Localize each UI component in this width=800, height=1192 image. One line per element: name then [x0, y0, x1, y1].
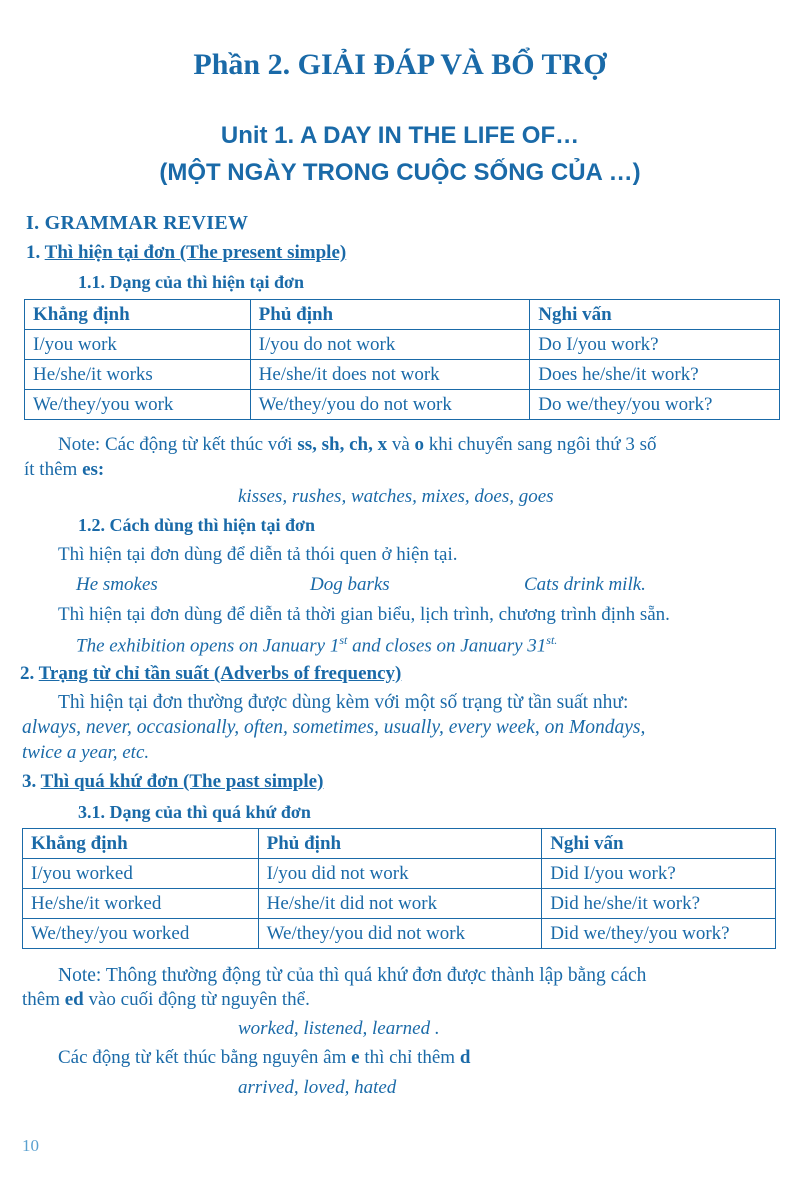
ordinal-suffix: st — [339, 633, 348, 647]
table-cell: Does he/she/it work? — [530, 360, 780, 390]
table-cell: Do we/they/you work? — [530, 390, 780, 420]
table-header-row — [23, 829, 776, 859]
adverbs-intro: Thì hiện tại đơn thường được dùng kèm với một số trạng từ tần suất như: — [58, 692, 629, 713]
table-cell: I/you do not work — [250, 330, 530, 360]
table-header-affirmative: Khẳng định — [25, 300, 251, 330]
topic-number: 1. — [26, 242, 41, 263]
table-row — [23, 889, 776, 919]
table-cell: He/she/it did not work — [258, 889, 542, 919]
table-cell: We/they/you worked — [23, 919, 259, 949]
table-header-affirmative: Khẳng định — [23, 829, 259, 859]
rule-text: thì chỉ thêm — [359, 1047, 460, 1068]
table-cell: We/they/you did not work — [258, 919, 542, 949]
subheading-present-usage: 1.2. Cách dùng thì hiện tại đơn — [78, 515, 316, 535]
topic-heading-adverbs — [20, 663, 401, 685]
present-simple-table — [24, 299, 780, 420]
table-cell: Did he/she/it work? — [542, 889, 776, 919]
ordinal-suffix: st. — [546, 633, 558, 647]
note-bold: ss, sh, ch, x — [297, 434, 388, 455]
rule-text: Các động từ kết thúc bằng nguyên âm — [58, 1047, 352, 1068]
table-cell: Did I/you work? — [542, 859, 776, 889]
note-ed-line2 — [22, 989, 310, 1011]
note-text: khi chuyển sang ngôi thứ 3 số — [424, 434, 657, 455]
table-cell: He/she/it does not work — [250, 360, 530, 390]
table-header-negative: Phủ định — [258, 829, 542, 859]
usage-schedule: Thì hiện tại đơn dùng để diễn tả thời gian biểu, lịch trình, chương trình định sẵn. — [58, 604, 670, 625]
usage-example: Cats drink milk. — [524, 574, 646, 595]
note-text: và — [387, 434, 415, 455]
part-title: Phần 2. GIẢI ĐÁP VÀ BỔ TRỢ — [193, 48, 607, 81]
topic-title: Thì quá khứ đơn (The past simple) — [40, 771, 324, 792]
table-header-row — [25, 300, 780, 330]
table-cell: We/they/you do not work — [250, 390, 530, 420]
topic-heading-present-simple — [26, 242, 346, 264]
usage-habit: Thì hiện tại đơn dùng để diễn tả thói quen ở hiện tại. — [58, 544, 458, 565]
example-text: and closes on January 31 — [347, 635, 547, 657]
table-header-question: Nghi vấn — [530, 300, 780, 330]
note-bold: es: — [82, 459, 105, 480]
rule-e-ending — [58, 1047, 470, 1069]
topic-title: Trạng từ chỉ tần suất (Adverbs of frequency) — [38, 663, 402, 684]
table-header-question: Nghi vấn — [542, 829, 776, 859]
page-number: 10 — [22, 1136, 39, 1155]
examples-d: arrived, loved, hated — [238, 1077, 397, 1098]
adverbs-list-line2: twice a year, etc. — [22, 742, 150, 763]
past-simple-table — [22, 828, 776, 949]
note-es-line1 — [58, 434, 657, 456]
note-ed-line1: Note: Thông thường động từ của thì quá khứ đơn được thành lập bằng cách — [58, 965, 647, 986]
note-text: thêm — [22, 989, 65, 1010]
usage-schedule-example — [76, 633, 557, 657]
topic-title: Thì hiện tại đơn (The present simple) — [44, 242, 347, 263]
table-row — [25, 360, 780, 390]
examples-es: kisses, rushes, watches, mixes, does, goes — [238, 486, 554, 507]
table-cell: I/you worked — [23, 859, 259, 889]
table-cell: Did we/they/you work? — [542, 919, 776, 949]
rule-bold: e — [351, 1047, 360, 1068]
topic-number: 2. — [20, 663, 35, 684]
subheading-present-form: 1.1. Dạng của thì hiện tại đơn — [78, 272, 305, 292]
example-text: The exhibition opens on January 1 — [76, 635, 340, 657]
table-cell: I/you did not work — [258, 859, 542, 889]
unit-title: Unit 1. A DAY IN THE LIFE OF… — [220, 122, 580, 149]
unit-subtitle: (MỘT NGÀY TRONG CUỘC SỐNG CỦA …) — [159, 159, 641, 186]
table-cell: He/she/it worked — [23, 889, 259, 919]
table-cell: Do I/you work? — [530, 330, 780, 360]
table-row — [25, 390, 780, 420]
note-bold: ed — [64, 989, 84, 1010]
section-heading-grammar-review: I. GRAMMAR REVIEW — [26, 212, 249, 234]
examples-ed: worked, listened, learned . — [238, 1018, 440, 1039]
table-cell: He/she/it works — [25, 360, 251, 390]
table-row — [23, 859, 776, 889]
table-header-negative: Phủ định — [250, 300, 530, 330]
note-text: vào cuối động từ nguyên thể. — [83, 989, 310, 1010]
rule-bold: d — [459, 1047, 471, 1068]
table-row — [23, 919, 776, 949]
note-text: ít thêm — [24, 459, 83, 480]
usage-example: He smokes — [76, 574, 158, 595]
topic-heading-past-simple — [22, 771, 323, 793]
table-cell: I/you work — [25, 330, 251, 360]
topic-number: 3. — [22, 771, 37, 792]
note-es-line2 — [24, 459, 104, 481]
table-row — [25, 330, 780, 360]
table-cell: We/they/you work — [25, 390, 251, 420]
subheading-past-form: 3.1. Dạng của thì quá khứ đơn — [78, 802, 311, 822]
usage-example: Dog barks — [310, 574, 390, 595]
note-bold: o — [414, 434, 425, 455]
note-text: Note: Các động từ kết thúc với — [58, 434, 298, 455]
adverbs-list-line1: always, never, occasionally, often, sometimes, usually, every week, on Mondays, — [22, 717, 646, 738]
